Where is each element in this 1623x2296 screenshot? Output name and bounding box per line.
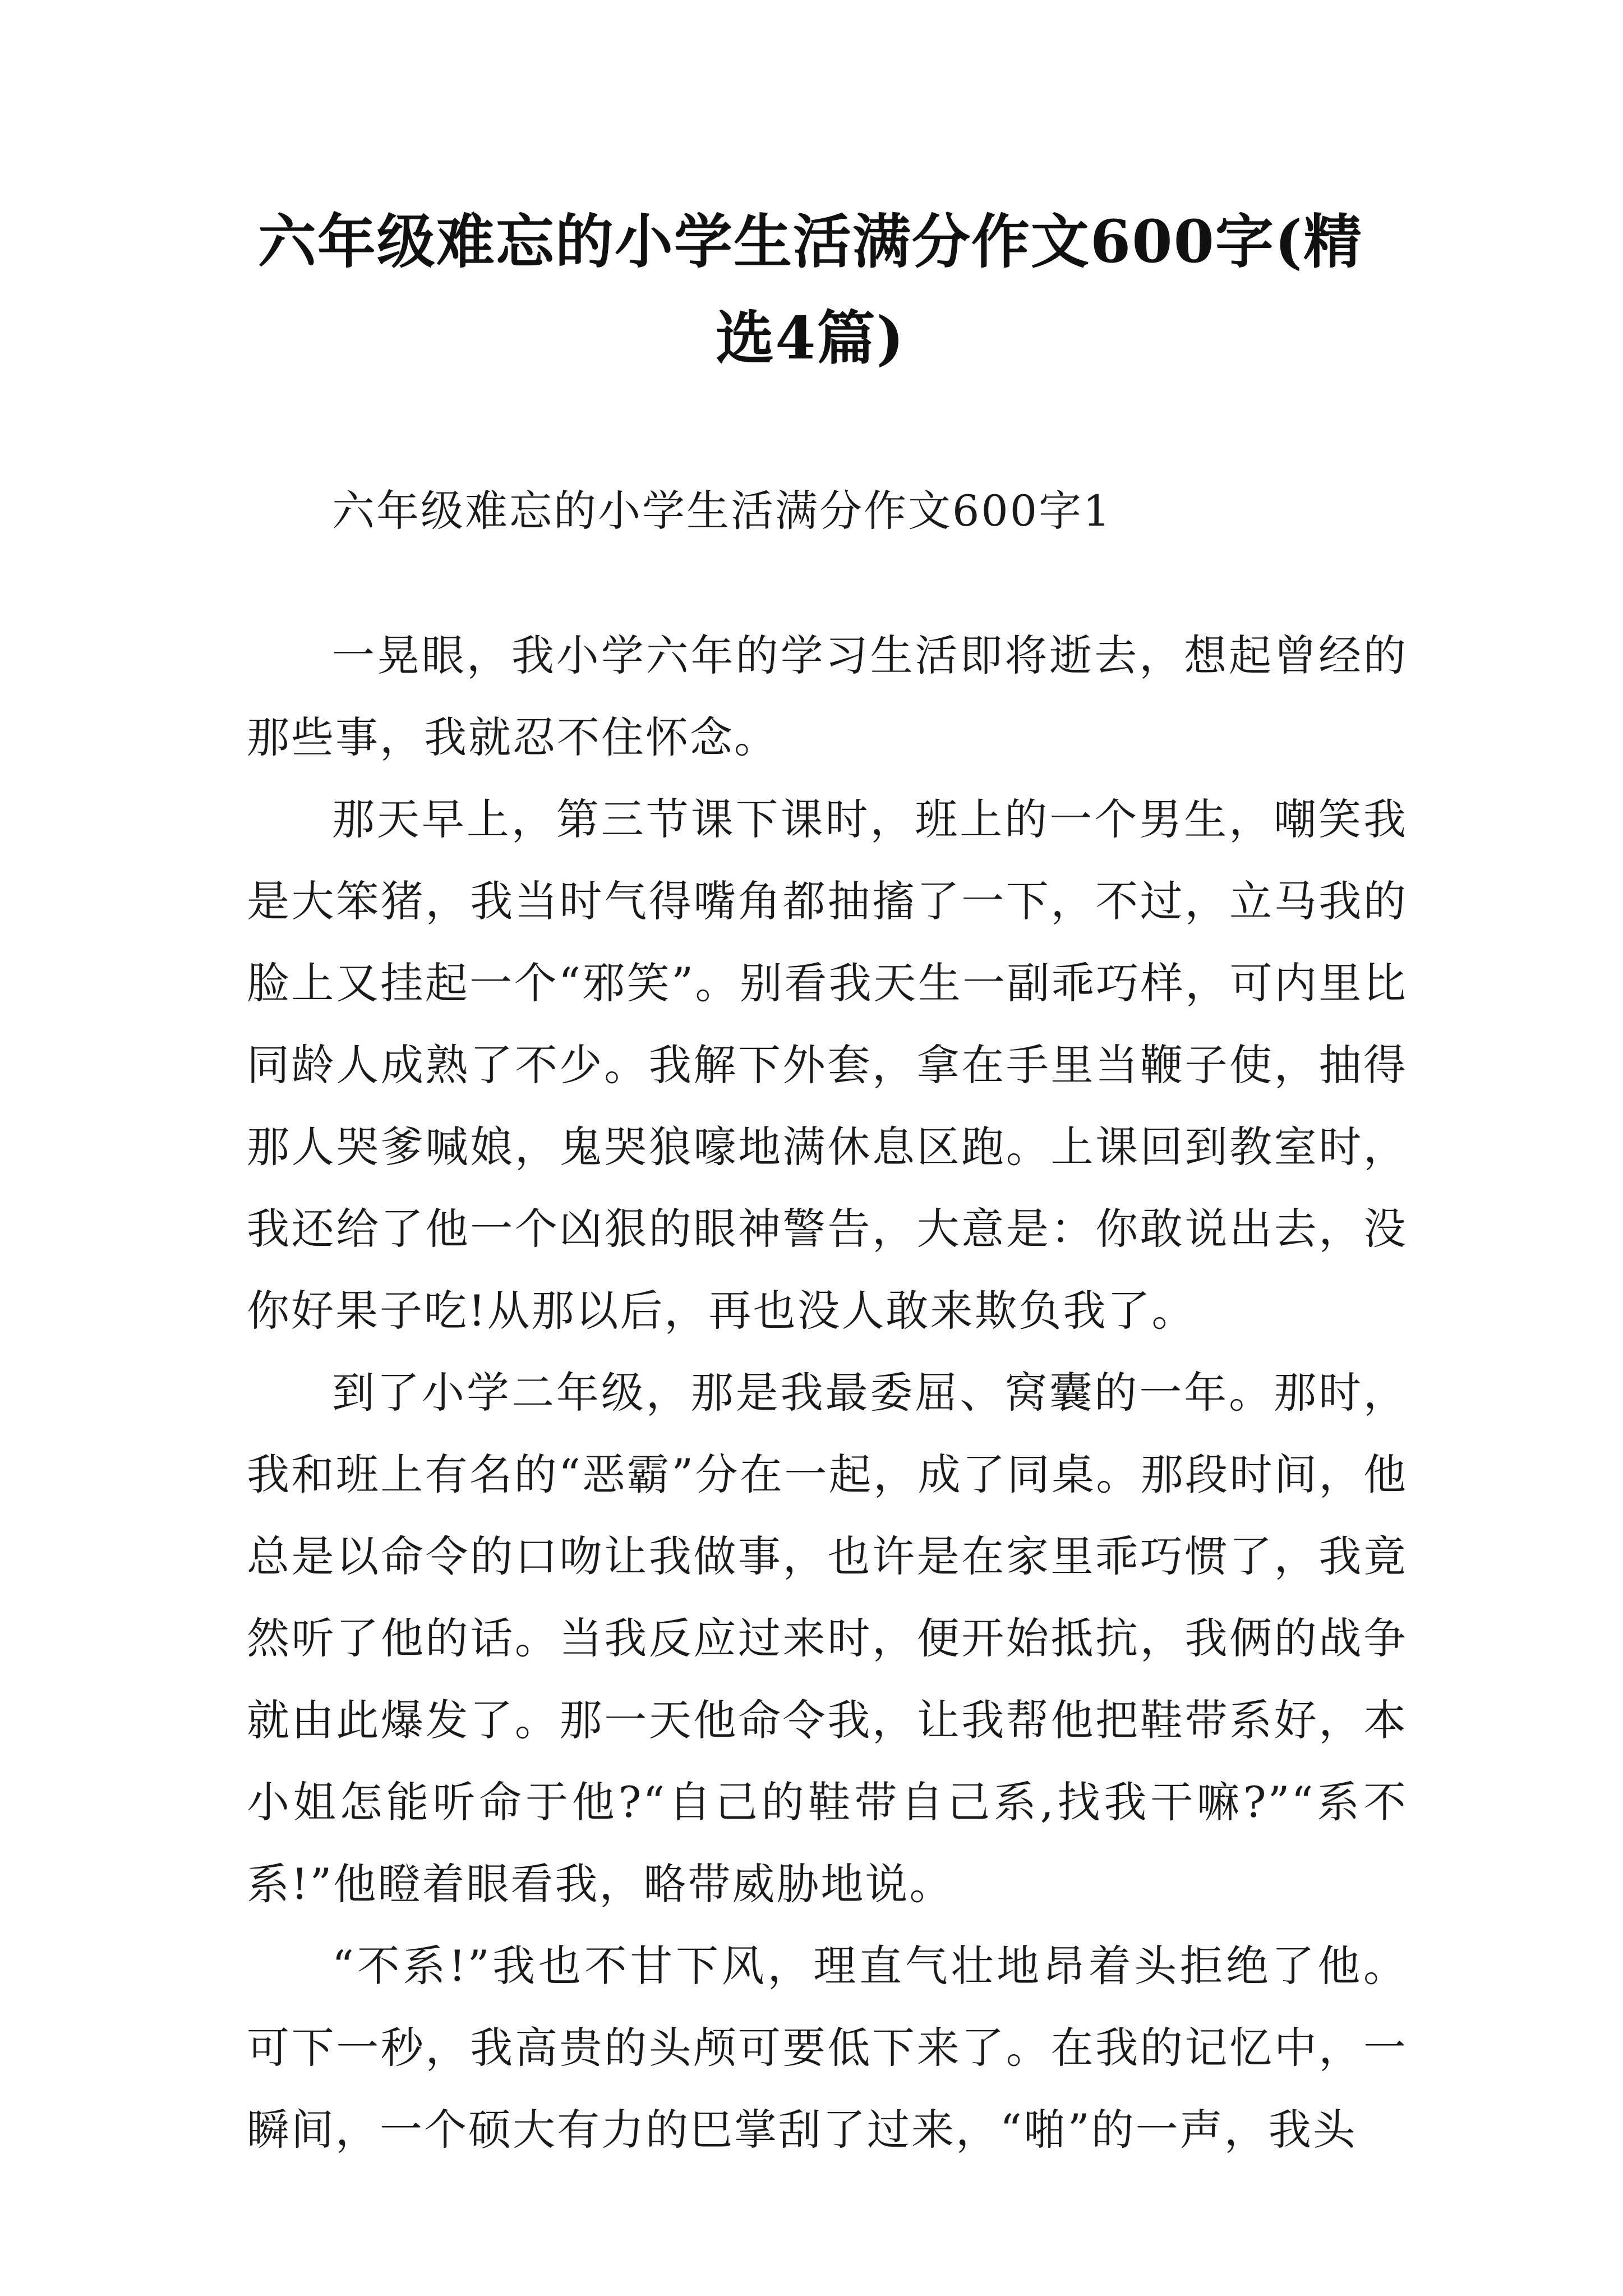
paragraph: “不系!”我也不甘下风，理直气壮地昂着头拒绝了他。可下一秒，我高贵的头颅可要低下来了。在我的记忆中，一瞬间，一个硕大有力的巴掌刮了过来，“啪”的一声，我头	[247, 1941, 1408, 2155]
document-title: 六年级难忘的小学生活满分作文600字(精选4篇)	[257, 207, 1363, 372]
section-heading: 六年级难忘的小学生活满分作文600字1	[332, 486, 1112, 536]
paragraph: 一晃眼，我小学六年的学习生活即将逝去，想起曾经的那些事，我就忍不住怀念。	[247, 631, 1408, 762]
document-body	[247, 470, 1408, 2171]
paragraph: 到了小学二年级，那是我最委屈、窝囊的一年。那时，我和班上有名的“恶霸”分在一起，成了同桌。那段时间，他总是以命令的口吻让我做事，也许是在家里乖巧惯了，我竟然听了他的话。当我反应过来时，便开始抵抗，我俩的战争就由此爆发了。那一天他命令我，让我帮他把鞋带系好，本小姐怎能听命于他?“自己的鞋带自己系,找我干嘛?”“系不系!”他瞪着眼看我，略带威胁地说。	[247, 1368, 1408, 1909]
paragraph: 那天早上，第三节课下课时，班上的一个男生，嘲笑我是大笨猪，我当时气得嘴角都抽搐了一下，不过，立马我的脸上又挂起一个“邪笑”。别看我天生一副乖巧样，可内里比同龄人成熟了不少。我解下外套，拿在手里当鞭子使，抽得那人哭爹喊娘，鬼哭狼嚎地满休息区跑。上课回到教室时，我还给了他一个凶狠的眼神警告，大意是：你敢说出去，没你好果子吃!从那以后，再也没人敢来欺负我了。	[247, 794, 1408, 1336]
